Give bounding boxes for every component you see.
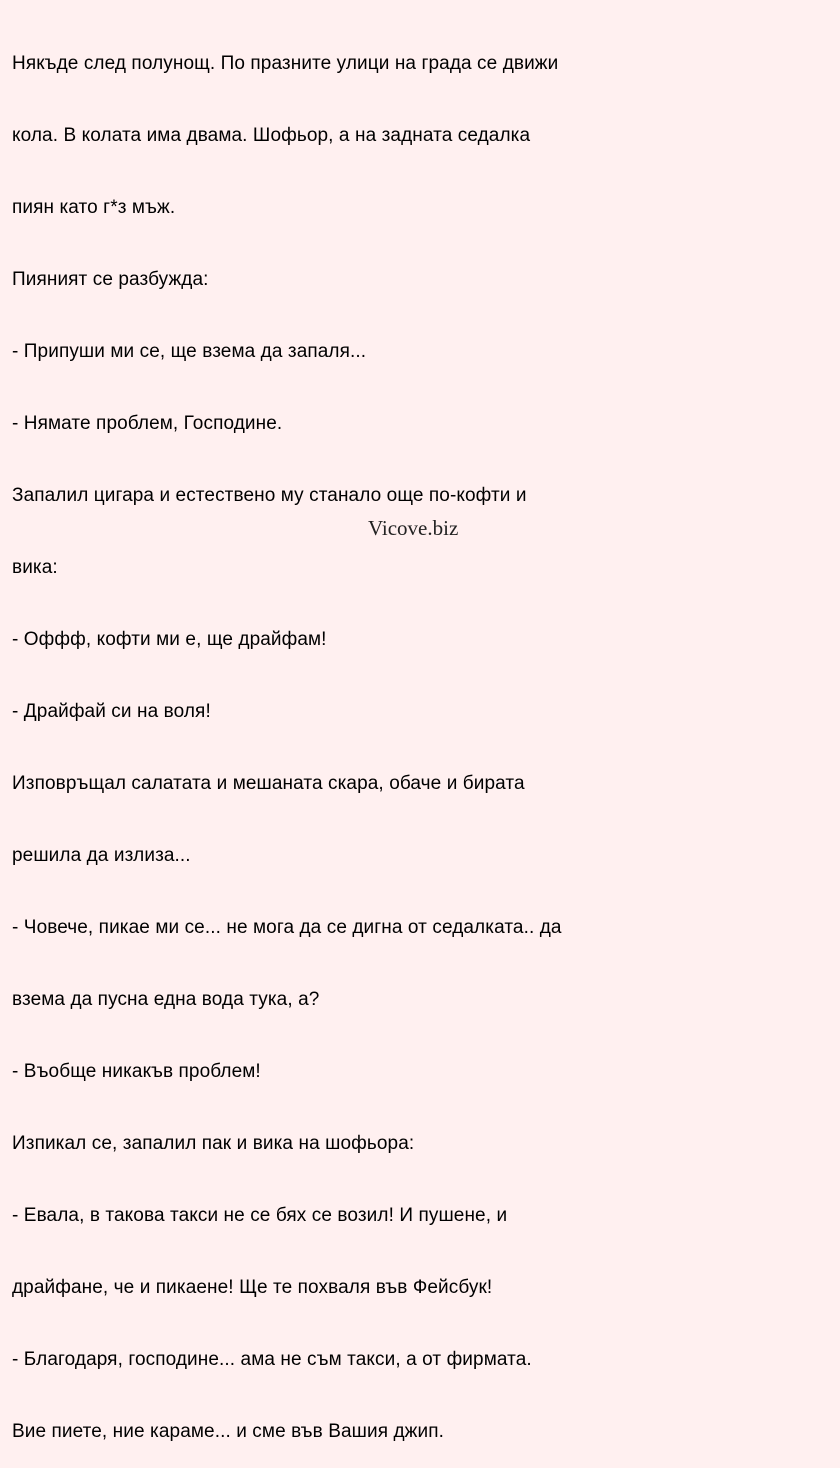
joke-line: вика: (12, 557, 58, 578)
joke-line: - Нямате проблем, Господине. (12, 413, 283, 434)
joke-line: Запалил цигара и естествено му станало още по-кофти и (12, 485, 527, 506)
joke-line: Изповръщал салатата и мешаната скара, обаче и бирата (12, 773, 525, 794)
joke-line: Изпикал се, запалил пак и вика на шофьора: (12, 1133, 415, 1154)
joke-line: - Оффф, кофти ми е, ще драйфам! (12, 629, 327, 650)
joke-line: решила да излиза... (12, 845, 191, 866)
joke-line: - Припуши ми се, ще взема да запаля... (12, 341, 367, 362)
joke-line: Пияният се разбужда: (12, 269, 209, 290)
joke-line: - Евала, в такова такси не се бях се возил! И пушене, и (12, 1205, 508, 1226)
joke-line: - Човече, пикае ми се... не мога да се дигна от седалката.. да (12, 917, 562, 938)
joke-line: кола. В колата има двама. Шофьор, а на задната седалка (12, 125, 531, 146)
joke-line: - Драйфай си на воля! (12, 701, 211, 722)
joke-text (12, 4, 832, 1468)
joke-line: взема да пусна една вода тука, а? (12, 989, 320, 1010)
site-watermark: Vicove.biz (368, 516, 459, 540)
joke-line: - Въобще никакъв проблем! (12, 1061, 261, 1082)
joke-line: Някъде след полунощ. По празните улици на града се движи (12, 53, 559, 74)
joke-line: пиян като г*з мъж. (12, 197, 176, 218)
joke-line: - Благодаря, господине... ама не съм такси, а от фирмата. (12, 1349, 532, 1370)
joke-line: драйфане, че и пикаене! Ще те похваля във Фейсбук! (12, 1277, 493, 1298)
joke-line: Вие пиете, ние караме... и сме във Вашия джип. (12, 1421, 444, 1442)
